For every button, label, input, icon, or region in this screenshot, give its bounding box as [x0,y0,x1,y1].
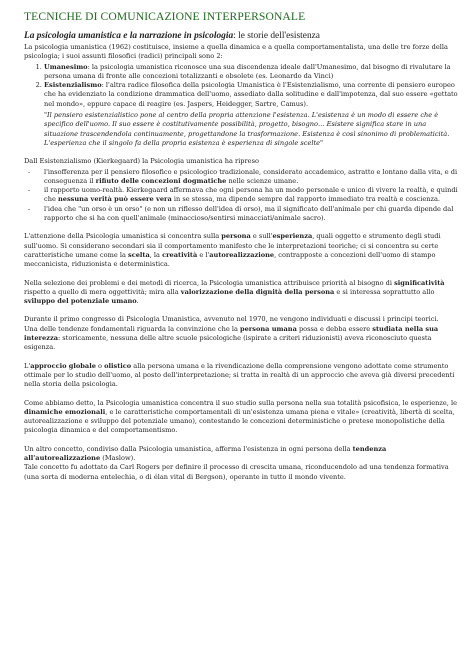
roots-list [24,63,462,109]
text-run: e si interessa soprattutto allo [334,287,435,296]
bold-run: olistico [104,361,132,370]
text-run: , quali oggetto e strumento degli studi sull'uomo. Si considerano secondari sia il comportamento manifesto che le interpretazioni teoriche; ci si concentra su certe caratteristiche umane come la [24,232,441,259]
paragraph-as-said [24,399,462,436]
bold-run: valorizzazione della dignità della persona [180,287,335,296]
existentialism-quote: "Il pensiero esistenzialistico pone al centro della propria attenzione l'esistenza. L'esistenza è un modo di essere che è specifico dell'uomo. Il suo essere è costitutivamente possibilità, progetto, bisogno… Esistere significa stare in una situazione trascendendola continuamente, progettandone la trasformazione. Esistenza è così sinonimo di problematicità. L'esperienza che il singolo fa della propria esistenza è esperienza di singole scelte" [44,111,450,147]
list-item-text: : l'altra radice filosofica della psicologia Umanistica è l'Esistenzialismo, una corrente di pensiero europeo che ha evidenziato la condizione drammatica dell'uomo, assediato dalla solitudine e dall'impotenza, dal suo essere «gettato nel mondo», eppure capace di reagire (es. Jaspers, Heidegger, Sartre, Camus). [44,81,458,108]
text-run: , contrapposte a concezioni dell'uomo di stampo meccanicista, riduzionista e deterministica. [24,250,436,269]
section-humanistic-psychology [24,31,462,148]
list-item-bold: nessuna verità può essere vera [57,195,172,204]
text-run: Un altro concetto, condiviso dalla Psicologia umanistica, afferma l'esistenza in ogni persona della [24,444,353,453]
list-item [24,205,462,224]
section-heading-italic: La psicologia umanistica e la narrazione in psicologia [24,31,234,41]
bold-run: significatività [394,278,445,287]
concept-line [24,445,462,464]
text-run: e sull' [250,232,273,241]
section-kierkegaard [24,157,462,223]
bold-run: dinamiche emozionali [24,407,106,416]
bold-run: creatività [162,250,198,259]
text-run: possa e debba essere [296,324,373,333]
paragraph-congress [24,315,462,352]
text-run: Nella selezione dei problemi e dei metodi di ricerca, la Psicologia umanistica attribuisce priorità al bisogno di [24,278,395,287]
text-run: , la [149,250,163,259]
list-item-term: Umanesimo [44,62,88,71]
paragraph-concept [24,445,462,482]
text-run: (Maslow). [100,453,136,462]
bold-run: esperienza [272,232,313,241]
text-run: rispetto a quello di mera oggettività; mira alla [24,287,181,296]
paragraph-attention [24,232,462,269]
concept-rogers: Tale concetto fu adottato da Carl Rogers per definire il processo di crescita umana, riconducendolo ad una tendenza formativa (una sorta di moderna entelechia, o di élan vital di Bergson), operante in tutto il mondo vivente. [24,463,449,481]
list-item-term: Esistenzialismo [44,81,102,90]
bold-run: studiata nella sua interezza [24,324,439,343]
paragraph-selection [24,279,462,307]
text-run: . [136,297,139,306]
list-item [44,81,462,109]
list-item-text: l'insofferenza per il pensiero filosofico e psicologico tradizionale, considerato accademico, astratto e lontano dalla vita, e di conseguenza il [44,167,458,185]
text-run: alla persona umana e la rivendicazione della comprensione vengono adottate come strumento ottimale per lo studio dell'uomo, al posto dell'interpretazione; si tratta in realtà di un approccio che aveva già diversi precedenti nella storia della psicologia. [24,361,455,389]
text-run: L' [24,361,31,370]
bold-run: approccio globale [30,361,96,370]
bold-run: persona [221,232,251,241]
congress-line: Durante il primo congresso di Psicologia Umanistica, avvenuto nel 1970, ne vengono individuati e discussi i principi teorici. [24,315,439,324]
list-item [24,186,462,205]
text-run: o [95,361,105,370]
text-run: Come abbiamo detto, la Psicologia umanistica concentra il suo studio sulla persona nella sua totalità psicofisica, le esperienze, le [24,398,457,407]
text-run: Una delle tendenze fondamentali riguarda la convinzione che la [24,324,240,333]
list-item-text: nelle scienze umane. [226,176,299,185]
list-item [44,63,462,82]
list-item-text: in se stessa, ma dipende sempre dal rapporto immediato tra realtà e coscienza. [171,195,440,204]
bold-run: persona umana [239,324,297,333]
bold-run: scelta [127,250,150,259]
list-item [24,168,462,187]
text-run: e l' [197,250,210,259]
congress-tendency [24,325,462,353]
kierkegaard-list [24,168,462,224]
page-title: TECNICHE DI COMUNICAZIONE INTERPERSONALE [24,10,306,23]
text-run: , e le caratteristiche comportamentali di un'esistenza umana piena e vitale» (creatività, libertà di scelta, autorealizzazione e sviluppo del potenziale umano), contestando le concezioni deterministiche o pretese monopolistiche della psicologia dinamica e del comportamentismo. [24,407,455,435]
section-heading [24,31,462,41]
section-intro: La psicologia umanistica (1962) costituisce, insieme a quella dinamica e a quella comportamentalista, una delle tre forze della psicologia; i suoi assunti filosofici (radici) principali sono 2: [24,43,448,61]
text-run: L'attenzione della Psicologia umanistica si concentra sulla [24,232,222,241]
bold-run: autorealizzazione [209,250,275,259]
kierkegaard-intro: Dall Esistenzialismo (Kierkegaard) la Psicologia umanistica ha ripreso [24,157,259,166]
text-run: : storicamente, nessuna delle altre scuole psicologiche (ispirate a criteri riduzionisti) aveva riconosciuto questa esigenza. [24,334,432,352]
paragraph-approach [24,362,462,390]
section-heading-suffix: : le storie dell'esistenza [233,31,320,41]
list-item-text: il rapporto uomo-realtà. Kierkegaard affermava che ogni persona ha un modo personale e unico di vivere la realtà, e quindi che [44,186,458,204]
list-item-text: : la psicologia umanistica riconosce una sua discendenza ideale dall'Umanesimo, dal bisogno di rivalutare la persona umana di fronte alle concezioni totalizzanti e obsolete (es. Leonardo da Vinci) [44,62,451,80]
list-item-text: l'idea che "un orso è un orso" (e non un riflesso dell'idea di orso), ma il significato dell'animale per chi guarda dipende dal rapporto che si ha con quell'animale (minaccioso/sentirsi minacciati/animale sacro). [44,204,454,223]
list-item-bold: rifiuto delle concezioni dogmatiche [95,176,227,185]
bold-run: sviluppo del potenziale umano [24,297,137,306]
bold-run: tendenza all'autorealizzazione [24,444,387,462]
